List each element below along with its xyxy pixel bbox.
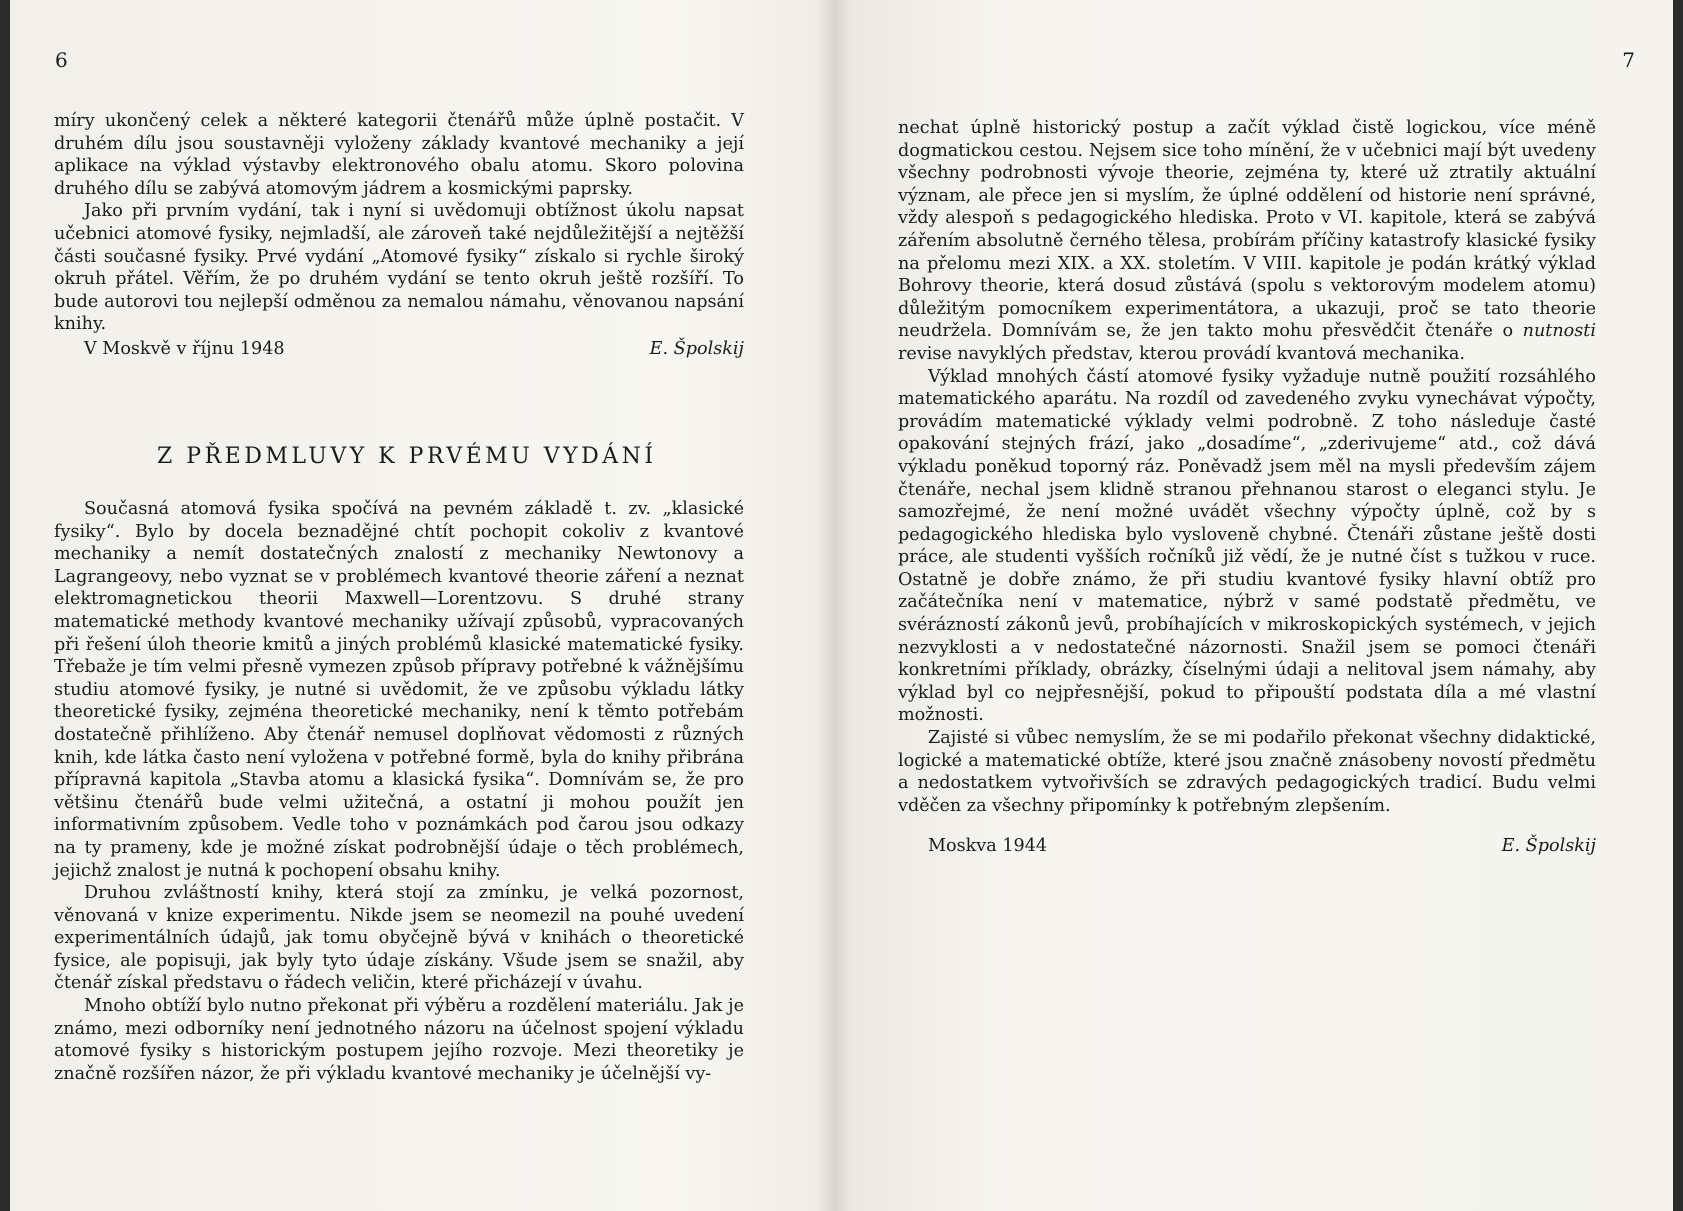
paragraph: míry ukončený celek a některé kategorii čtenářů může úplně postačit. V druhém dílu jsou soustavněji vyloženy základy kvantové mechaniky a její aplikace na výklad výstavby elektronového obalu atomu. Skoro polovina druhého dílu se zabývá atomovým jádrem a kosmickými paprsky. <box>54 111 744 199</box>
signature-line <box>54 338 744 361</box>
paragraph <box>898 117 1596 366</box>
signature-place-date: V Moskvě v říjnu 1948 <box>84 338 285 359</box>
paragraph-text: nechat úplně historický postup a začít výklad čistě logickou, více méně dogmatickou cestou. Nejsem sice toho mínění, že v učebnici mají být uvedeny všechny podrobnosti vývoje theorie, zejména ty, které už ztratily aktuální význam, ale přece jen si myslím, že úplné oddělení od historie není správné, vždy alespoň s pedagogického hlediska. Proto v VI. kapitole, která se zabývá zářením absolutně černého tělesa, probírám příčiny katastrofy klasické fysiky na přelomu mezi XIX. a XX. stoletím. V VIII. kapitole je podán krátký výklad Bohrovy theorie, která dosud zůstává (spolu s vektorovým modelem atomu) důležitým pomocníkem experimentátora, a ukazuji, proč se tato theorie neudržela. Domnívám se, že jen takto mohu přesvědčit čtenáře o <box>898 118 1596 342</box>
right-page <box>840 0 1673 1211</box>
section-heading <box>54 444 847 469</box>
preface-end-section <box>54 110 744 361</box>
page-number-right: 7 <box>1622 48 1635 72</box>
paragraph: Zajisté si vůbec nemyslím, že se mi podařilo překonat všechny didaktické, logické a matematické obtíže, které jsou značně znásobeny novostí předmětu a nedostatkem vytvořivších se zdravých pedagogických tradicí. Budu velmi vděčen za všechny připomínky k potřebným zlepšením. <box>898 728 1596 816</box>
book-spread <box>10 0 1673 1211</box>
paragraph: Druhou zvláštností knihy, která stojí za zmínku, je velká pozornost, věnovaná v knize experimentu. Nikde jsem se neomezil na pouhé uvedení experimentálních údajů, jak tomu obyčejně bývá v knihách o theoretické fysice, ale popisuji, jak byly tyto údaje získány. Všude jsem se snažil, aby čtenář získal představu o řádech veličin, které přicházejí v úvahu. <box>54 883 744 994</box>
first-edition-preface-continued <box>898 117 1596 858</box>
signature-name: E. Špolskij <box>1501 836 1596 857</box>
signature-line <box>898 835 1596 858</box>
emphasis: nutnosti <box>1522 321 1596 342</box>
paragraph: Mnoho obtíží bylo nutno překonat při výběru a rozdělení materiálu. Jak je známo, mezi odborníky není jednotného názoru na účelnost spojení výkladu atomové fysiky s historickým postupem jejího rozvoje. Mezi theoretiky je značně rozšířen názor, že při výkladu kvantové mechaniky je účelnější vy- <box>54 996 744 1084</box>
left-page <box>10 0 830 1211</box>
signature-name: E. Špolskij <box>649 338 744 359</box>
page-number-left: 6 <box>55 48 68 72</box>
signature-place-date: Moskva 1944 <box>928 836 1048 857</box>
paragraph-text: revise navyklých představ, kterou provádí kvantová mechanika. <box>898 343 1465 364</box>
paragraph: Současná atomová fysika spočívá na pevném základě t. zv. „klasické fysiky“. Bylo by docela beznadějné chtít pochopit cokoliv z kvantové mechaniky a nemít dostatečných znalostí z mechaniky Newtonovy a Lagrangeovy, nebo vyznat se v problémech kvantové theorie záření a neznat elektromagnetickou theorii Maxwell—Lorentzovu. S druhé strany matematické methody kvantové mechaniky užívají způsobů, vypracovaných při řešení úloh theorie kmitů a jiných problémů klasické matematické fysiky. Třebaže je tím velmi přesně vymezen způsob přípravy potřebné k vážnějšímu studiu atomové fysiky, je nutné si uvědomit, že ve způsobu výkladu látky theoretické fysiky, zejména theoretické mechaniky, není k těmto potřebám dostatečně přihlíženo. Aby čtenář nemusel doplňovat vědomosti z různých knih, kde látka často není vyložena v potřebné formě, byla do knihy přibrána přípravná kapitola „Stavba atomu a klasická fysika“. Domnívám se, že pro většinu čtenářů bude velmi užitečná, a ostatní ji mohou použít jen informativním způsobem. Vedle toho v poznámkách pod čarou jsou odkazy na ty prameny, kde je možné získat podrobnější údaje o těch problémech, jejichž znalost je nutná k pochopení obsahu knihy. <box>54 499 744 881</box>
first-edition-preface <box>54 498 744 1085</box>
paragraph: Výklad mnohých částí atomové fysiky vyžaduje nutně použití rozsáhlého matematického aparátu. Na rozdíl od zavedeného zvyku vynechávat výpočty, provádím matematické výklady velmi podrobně. Z toho následuje časté opakování stejných frází, jako „dosadíme“, „zderivujeme“ atd., což dává výkladu poněkud toporný ráz. Poněvadž jsem měl na mysli především zájem čtenáře, nechal jsem klidně stranou přehnanou starost o eleganci stylu. Je samozřejmé, že není možné uvádět všechny výpočty úplně, což by s pedagogického hlediska bylo vysloveně chybné. Čtenáři zůstane ještě dosti práce, ale studenti vyšších ročníků již vědí, že je nutné číst s tužkou v ruce. Ostatně je dobře známo, že při studiu kvantové fysiky hlavní obtíž pro začátečníka není v matematice, nýbrž v samé podstatě předmětu, ve svérázností zákonů jevů, probíhajících v mikroskopických systémech, v jejich nezvyklosti a v nedostatečné názornosti. Snažil jsem se pomoci čtenáři konkretními příklady, obrázky, číselnými údaji a nelitoval jsem námahy, aby výklad byl co nejpřesnější, pokud to připouští podstata díla a mé vlastní možnosti. <box>898 366 1596 726</box>
section-heading-text: Z PŘEDMLUVY K PRVÉMU VYDÁNÍ <box>157 444 657 469</box>
paragraph: Jako při prvním vydání, tak i nyní si uvědomuji obtížnost úkolu napsat učebnici atomové fysiky, nejmladší, ale zároveň také nejdůležitější a nejtěžší části současné fysiky. Prvé vydání „Atomové fysiky“ získalo si rychle široký okruh přátel. Věřím, že po druhém vydání se tento okruh ještě rozšíří. To bude autorovi tou nejlepší odměnou za nemalou námahu, věnovanou napsání knihy. <box>54 201 744 335</box>
